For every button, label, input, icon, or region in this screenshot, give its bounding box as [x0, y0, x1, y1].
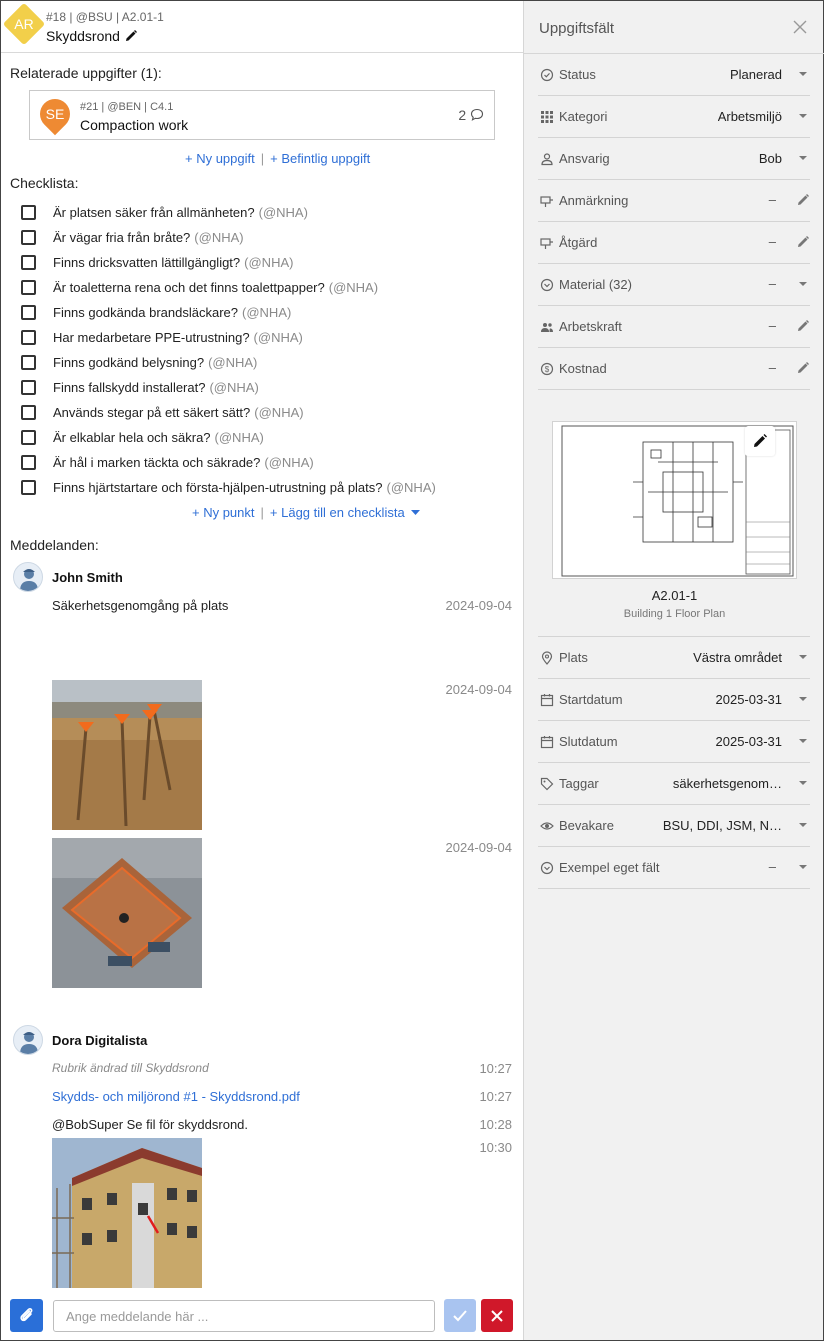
checklist-item-text: Finns dricksvatten lättillgängligt? [53, 255, 241, 270]
tag-icon [540, 777, 554, 791]
field-startdatum[interactable] [538, 679, 810, 721]
field-label: Slutdatum [559, 734, 618, 749]
message-time: 2024-09-04 [445, 682, 512, 697]
checklist-item [21, 300, 521, 325]
field-kostnad[interactable] [538, 348, 810, 390]
new-task-link[interactable]: + Ny uppgift [185, 151, 255, 166]
related-actions [185, 151, 370, 166]
check-icon [444, 1299, 476, 1332]
checklist-actions [192, 505, 420, 520]
field-anmärkning[interactable] [538, 180, 810, 222]
field-label: Ansvarig [559, 151, 610, 166]
avatar [13, 1025, 43, 1055]
checklist-item-mention[interactable]: (@NHA) [264, 455, 314, 470]
close-icon[interactable] [792, 19, 808, 35]
checklist-item [21, 400, 521, 425]
checklist-item-text: Finns fallskydd installerat? [53, 380, 206, 395]
checklist-checkbox[interactable] [21, 255, 36, 270]
task-fields-panel [523, 1, 823, 1340]
checklist-item-mention[interactable]: (@NHA) [386, 480, 436, 495]
field-value[interactable]: – [768, 360, 776, 375]
checklist-item-text: Är vägar fria från bråte? [53, 230, 191, 245]
system-message: Rubrik ändrad till Skyddsrond [52, 1061, 209, 1075]
photo-covered-hole[interactable] [52, 838, 202, 988]
caret-down-icon[interactable] [796, 734, 810, 748]
new-point-link[interactable]: + Ny punkt [192, 505, 255, 520]
field-kategori[interactable] [538, 96, 810, 138]
field-value[interactable]: BSU, DDI, JSM, N… [662, 818, 782, 833]
message-author[interactable]: John Smith [52, 570, 123, 585]
checklist-checkbox[interactable] [21, 230, 36, 245]
field-label: Plats [559, 650, 588, 665]
field-label: Taggar [559, 776, 599, 791]
field-label: Arbetskraft [559, 319, 622, 334]
field-label: Material (32) [559, 277, 632, 292]
cancel-button[interactable] [481, 1299, 513, 1332]
message-input[interactable] [53, 1300, 435, 1332]
checklist-item-mention[interactable]: (@NHA) [328, 280, 379, 295]
checklist-item [21, 350, 521, 375]
circle-check-icon [540, 861, 554, 875]
person-icon [540, 152, 554, 166]
checklist-checkbox[interactable] [21, 330, 36, 345]
calendar-icon [540, 693, 554, 707]
status-icon [540, 68, 554, 82]
comment-count-value: 2 [458, 107, 467, 123]
pencil-icon[interactable] [796, 193, 810, 207]
checklist-item-text: Är elkablar hela och säkra? [53, 430, 211, 445]
checklist-item [21, 275, 521, 300]
checklist-item-text: Finns hjärtstartare och första-hjälpen-utrustning på plats? [53, 480, 383, 495]
field-value[interactable]: 2025-03-31 [715, 734, 782, 749]
task-detail-panel [1, 1, 523, 1340]
field-value[interactable]: – [768, 859, 776, 874]
location-icon [540, 651, 554, 665]
field-label: Bevakare [559, 818, 614, 833]
checklist-item [21, 250, 521, 275]
field-label: Exempel eget fält [559, 860, 660, 875]
close-icon [481, 1299, 513, 1332]
svg-text:$: $ [544, 365, 550, 374]
checklist-checkbox[interactable] [21, 305, 36, 320]
message-author[interactable]: Dora Digitalista [52, 1033, 148, 1048]
field-list-2 [538, 636, 810, 889]
field-slutdatum[interactable] [538, 721, 810, 763]
messages-label: Meddelanden: [10, 537, 99, 553]
field-åtgärd[interactable] [538, 222, 810, 264]
separator: | [260, 151, 265, 166]
field-value[interactable]: Arbetsmiljö [717, 109, 782, 124]
field-plats[interactable] [538, 637, 810, 679]
circle-check-icon [540, 278, 554, 292]
separator: | [260, 505, 264, 520]
checklist-item [21, 375, 521, 400]
field-value[interactable]: säkerhetsgenom… [672, 776, 782, 791]
checklist-item-mention[interactable]: (@NHA) [194, 230, 244, 245]
send-button[interactable] [444, 1299, 476, 1332]
related-task-meta: #21 | @BEN | C4.1 [80, 101, 174, 113]
checklist-checkbox[interactable] [21, 280, 36, 295]
caret-down-icon[interactable] [796, 776, 810, 790]
avatar-initials: AR [14, 16, 34, 32]
checklist-item-mention[interactable]: (@NHA) [208, 355, 258, 370]
message-time: 10:28 [479, 1117, 512, 1132]
checklist-checkbox[interactable] [21, 430, 36, 445]
field-list [538, 54, 810, 390]
caret-down-icon[interactable] [796, 67, 810, 81]
checklist-item-text: Är toaletterna rena och det finns toalettpapper? [53, 280, 325, 295]
field-value[interactable]: Västra området [693, 650, 782, 665]
checklist-item [21, 425, 521, 450]
photo-rebar-stakes[interactable] [52, 680, 202, 830]
caret-down-icon[interactable] [796, 818, 810, 832]
checklist-item [21, 325, 521, 350]
checklist-item-text: Har medarbetare PPE-utrustning? [53, 330, 250, 345]
pencil-icon [745, 426, 775, 456]
checklist-item-mention[interactable]: (@NHA) [254, 405, 304, 420]
panel-title: Uppgiftsfält [539, 20, 615, 37]
caret-down-icon[interactable] [796, 277, 810, 291]
dollar-icon [540, 362, 554, 376]
field-material-32[interactable] [538, 264, 810, 306]
related-task-initials: SE [45, 106, 65, 122]
checklist-checkbox[interactable] [21, 355, 36, 370]
caret-down-icon[interactable] [796, 860, 810, 874]
checklist-checkbox[interactable] [21, 405, 36, 420]
checklist-item-text: Finns godkända brandsläckare? [53, 305, 239, 320]
field-taggar[interactable] [538, 763, 810, 805]
message-time: 10:30 [479, 1140, 512, 1155]
checklist-item-mention[interactable]: (@NHA) [209, 380, 259, 395]
message-time: 10:27 [479, 1089, 512, 1104]
existing-task-link[interactable]: + Befintlig uppgift [270, 151, 371, 166]
caret-down-icon [411, 510, 420, 516]
field-bevakare[interactable] [538, 805, 810, 847]
checklist-item-mention[interactable]: (@NHA) [242, 305, 292, 320]
message-time: 2024-09-04 [445, 840, 512, 855]
field-value[interactable]: – [768, 192, 776, 207]
pencil-icon[interactable] [124, 29, 138, 46]
edit-plan-button[interactable] [745, 426, 775, 456]
field-label: Kostnad [559, 361, 607, 376]
avatar [13, 562, 43, 592]
related-task-card[interactable] [29, 90, 495, 140]
checklist-checkbox[interactable] [21, 480, 36, 495]
checklist-item [21, 450, 521, 475]
field-label: Startdatum [559, 692, 623, 707]
plan-name: A2.01-1 [651, 588, 698, 603]
field-value[interactable]: 2025-03-31 [715, 692, 782, 707]
message-text: @BobSuper Se fil för skyddsrond. [52, 1117, 249, 1132]
checklist-item-mention[interactable]: (@NHA) [258, 205, 308, 220]
checklist-checkbox[interactable] [21, 380, 36, 395]
attach-button[interactable] [10, 1299, 43, 1332]
people-icon [540, 320, 554, 334]
pencil-icon[interactable] [796, 235, 810, 249]
field-ansvarig[interactable] [538, 138, 810, 180]
checklist-item-mention[interactable]: (@NHA) [253, 330, 303, 345]
pencil-icon[interactable] [796, 361, 810, 375]
attachment-link[interactable]: Skydds- och miljörond #1 - Skyddsrond.pdf [52, 1089, 300, 1104]
caret-down-icon[interactable] [796, 109, 810, 123]
comment-icon [470, 108, 484, 121]
checklist-checkbox[interactable] [21, 205, 36, 220]
checklist-item [21, 225, 521, 250]
task-meta: #18 | @BSU | A2.01-1 [46, 10, 164, 24]
pencil-icon[interactable] [796, 319, 810, 333]
checklist-item [21, 200, 521, 225]
paperclip-icon [10, 1299, 43, 1332]
checklist-item-mention[interactable]: (@NHA) [244, 255, 294, 270]
checklist-item-text: Är hål i marken täckta och säkrade? [53, 455, 261, 470]
field-value[interactable]: Planerad [729, 67, 782, 82]
checklist-label: Checklista: [10, 175, 79, 191]
add-checklist-label: + Lägg till en checklista [269, 505, 405, 520]
checklist-item-mention[interactable]: (@NHA) [214, 430, 264, 445]
related-task-title: Compaction work [80, 117, 189, 133]
caret-down-icon[interactable] [796, 151, 810, 165]
field-label: Åtgärd [559, 235, 598, 250]
field-status[interactable] [538, 54, 810, 96]
related-tasks-label: Relaterade uppgifter (1): [10, 65, 162, 81]
message-time: 10:27 [479, 1061, 512, 1076]
field-label: Kategori [559, 109, 608, 124]
task-title-text: Skyddsrond [46, 28, 120, 44]
caret-down-icon[interactable] [796, 692, 810, 706]
checklist-item-text: Används stegar på ett säkert sätt? [53, 405, 251, 420]
checklist-item-text: Finns godkänd belysning? [53, 355, 205, 370]
field-value[interactable]: Bob [758, 151, 782, 166]
checklist-item-text: Är platsen säker från allmänheten? [53, 205, 255, 220]
message-time: 2024-09-04 [445, 598, 512, 613]
calendar-icon [540, 735, 554, 749]
field-exempel-eget-fält[interactable] [538, 847, 810, 889]
photo-building-facade[interactable] [52, 1138, 202, 1288]
field-value[interactable]: – [768, 276, 776, 291]
task-title[interactable] [46, 28, 138, 46]
field-value[interactable]: – [768, 234, 776, 249]
field-value[interactable]: – [768, 318, 776, 333]
checklist [21, 200, 521, 500]
field-label: Anmärkning [559, 193, 629, 208]
field-label: Status [559, 67, 596, 82]
comment-count [458, 107, 484, 123]
grid-icon [540, 110, 554, 124]
add-checklist-link[interactable] [270, 505, 420, 520]
task-header [1, 1, 523, 53]
sign-icon [540, 236, 554, 250]
field-arbetskraft[interactable] [538, 306, 810, 348]
checklist-item [21, 475, 521, 500]
message-text: Säkerhetsgenomgång på plats [52, 598, 229, 613]
eye-icon [540, 819, 554, 833]
plan-subtitle: Building 1 Floor Plan [623, 608, 726, 620]
checklist-checkbox[interactable] [21, 455, 36, 470]
sign-icon [540, 194, 554, 208]
caret-down-icon[interactable] [796, 650, 810, 664]
